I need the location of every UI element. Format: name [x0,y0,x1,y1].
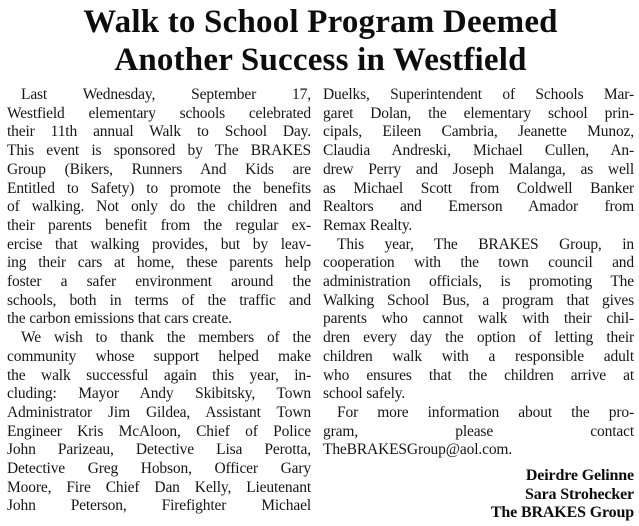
body-text-line: Walking School Bus, a program that gives [323,291,634,309]
signature-line: Deirdre Gelinne [525,467,634,485]
body-text-line: Duelks, Superintendent of Schools Mar- [323,86,634,103]
body-text-line: parents who cannot walk with their chil- [323,310,634,328]
body-text-line: Last Wednesday, September 17, [21,86,311,103]
signature-block [323,467,634,523]
body-text-line: Detective Greg Hobson, Officer Gary [7,460,311,478]
body-text-line: administration officials, is promoting The [323,273,634,291]
signature-line: The BRAKES Group [490,504,634,522]
body-text-line: their 11th annual Walk to School Day. [7,123,311,141]
article-column-right-text [323,86,634,460]
body-text-line: ing their cars at home, these parents help [7,254,311,272]
body-text-line: cipals, Eileen Cambria, Jeanette Munoz, [323,123,634,141]
body-text-line: Entitled to Safety) to promote the benefits [7,179,311,197]
body-text-line: of walking. Not only do the children and [7,198,311,216]
body-text-line: school safely. [323,385,406,403]
body-text-line: This event is sponsored by The BRAKES [7,142,311,160]
body-text-line: Remax Realty. [323,216,413,234]
body-text-line: Moore, Fire Chief Dan Kelly, Lieutenant [7,478,311,496]
body-text-line: dren every day the option of letting their [323,329,634,347]
headline-line-2: Another Success in Westfield [114,42,527,78]
body-text-line: cooperation with the town council and [323,254,634,272]
body-text-line: as Michael Scott from Coldwell Banker [323,179,634,197]
body-text-line: garet Dolan, the elementary school prin- [323,104,634,122]
body-text-line: the carbon emissions that cars create. [7,310,232,328]
body-text-line: foster a safer environment around the [7,273,311,291]
body-text-line: children walk with a responsible adult [323,347,634,365]
article-column-right [323,86,634,523]
body-text-line: John Peterson, Firefighter Michael [7,497,311,515]
body-text-line: Group (Bikers, Runners And Kids are [7,160,311,178]
body-text-line: Realtors and Emerson Amador from [323,198,634,216]
body-text-line: their parents benefit from the regular ex- [7,216,311,234]
body-text-line: who ensures that the children arrive at [323,366,634,384]
body-text-line: Engineer Kris McAloon, Chief of Police [7,422,311,440]
body-text-line: drew Perry and Joseph Malanga, as well [323,160,634,178]
body-text-line: schools, both in terms of the traffic and [7,291,311,309]
body-text-line: For more information about the pro- [337,403,634,421]
signature-line: Sara Strohecker [525,485,634,503]
body-text-line: cluding: Mayor Andy Skibitsky, Town [7,385,311,403]
body-text-line: This year, The BRAKES Group, in [337,235,634,253]
body-text-line: We wish to thank the members of the [21,329,311,347]
body-text-line: ercise that walking provides, but by leav- [7,235,311,253]
headline-line-1: Walk to School Program Deemed [83,4,558,40]
body-text-line: the walk successful again this year, in- [7,366,311,384]
body-text-line: Westfield elementary schools celebrated [7,104,311,122]
body-text-line: Claudia Andreski, Michael Cullen, An- [323,142,634,160]
article-column-left [7,86,311,523]
body-text-line: TheBRAKESGroup@aol.com. [323,441,513,459]
body-text-line: gram, please contact [323,422,634,440]
body-text-line: community whose support helped make [7,347,311,365]
article-headline [7,3,634,79]
body-text-line: Administrator Jim Gildea, Assistant Town [7,403,311,421]
body-text-line: John Parizeau, Detective Lisa Perotta, [7,441,311,459]
article-body [7,86,634,523]
